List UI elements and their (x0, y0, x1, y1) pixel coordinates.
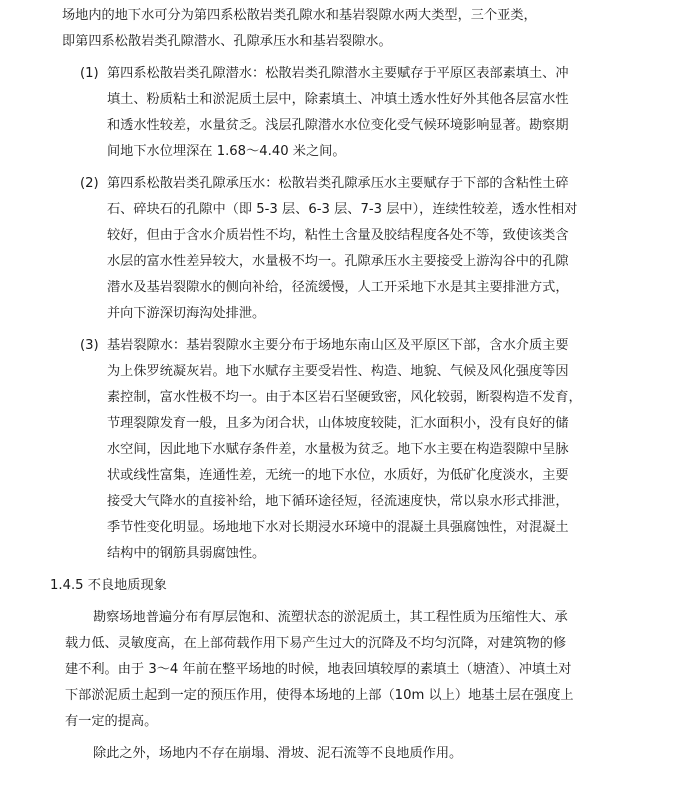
section-para-line: 载力低、灵敏度高，在上部荷载作用下易产生过大的沉降及不均匀沉降，对建筑物的修 (65, 636, 567, 651)
item-line: 和透水性较差，水量贫乏。浅层孔隙潜水水位变化受气候环境影响显著。勘察期 (107, 118, 569, 133)
item-number: (3) (80, 338, 99, 353)
section-para-line: 建不利。由于 3～4 年前在整平场地的时候，地表回填较厚的素填土（塘渣）、冲填土对 (65, 662, 572, 677)
item-line: 结构中的钢筋具弱腐蚀性。 (107, 546, 266, 561)
item-line: 潜水及基岩裂隙水的侧向补给，径流缓慢，人工开采地下水是其主要排泄方式， (107, 280, 569, 295)
item-line: 水空间，因此地下水赋存条件差，水量极为贫乏。地下水主要在构造裂隙中呈脉 (107, 442, 569, 457)
item-line: 第四系松散岩类孔隙潜水：松散岩类孔隙潜水主要赋存于平原区表部素填土、冲 (107, 66, 569, 81)
item-line: 较好，但由于含水介质岩性不均，粘性土含量及胶结程度各处不等，致使该类含 (107, 228, 569, 243)
item-line: 季节性变化明显。场地地下水对长期浸水环境中的混凝土具强腐蚀性，对混凝土 (107, 520, 569, 535)
item-line: 并向下游深切海沟处排泄。 (107, 306, 266, 321)
item-line: 石、碎块石的孔隙中（即 5-3 层、6-3 层、7-3 层中），连续性较差，透水性相对 (107, 202, 578, 217)
item-line: 状或线性富集，连通性差，无统一的地下水位，水质好，为低矿化度淡水，主要 (107, 468, 569, 483)
item-line: 为上侏罗统凝灰岩。地下水赋存主要受岩性、构造、地貌、气候及风化强度等因 (107, 364, 569, 379)
item-line: 水层的富水性差异较大，水量极不均一。孔隙承压水主要接受上游沟谷中的孔隙 (107, 254, 569, 269)
section-para-line: 下部淤泥质土起到一定的预压作用，使得本场地的上部（10m 以上）地基土层在强度上 (65, 688, 574, 703)
item-line: 填土、粉质粘土和淤泥质土层中，除素填土、冲填土透水性好外其他各层富水性 (107, 92, 569, 107)
item-line: 间地下水位埋深在 1.68～4.40 米之间。 (107, 144, 346, 159)
item-line: 素控制，富水性极不均一。由于本区岩石坚硬致密，风化较弱，断裂构造不发育， (107, 390, 582, 405)
item-number: (1) (80, 66, 99, 81)
item-line: 接受大气降水的直接补给，地下循环途径短，径流速度快，常以泉水形式排泄， (107, 494, 569, 509)
section-heading: 1.4.5 不良地质现象 (50, 578, 167, 593)
item-line: 基岩裂隙水：基岩裂隙水主要分布于场地东南山区及平原区下部，含水介质主要 (107, 338, 569, 353)
item-number: (2) (80, 176, 99, 191)
item-line: 第四系松散岩类孔隙承压水：松散岩类孔隙承压水主要赋存于下部的含粘性土碎 (107, 176, 569, 191)
section-para-line: 有一定的提高。 (65, 714, 158, 729)
intro-line: 即第四系松散岩类孔隙潜水、孔隙承压水和基岩裂隙水。 (62, 34, 392, 49)
intro-line: 场地内的地下水可分为第四系松散岩类孔隙水和基岩裂隙水两大类型，三个亚类， (62, 8, 537, 23)
section-para-line: 除此之外，场地内不存在崩塌、滑坡、泥石流等不良地质作用。 (93, 746, 463, 761)
item-line: 节理裂隙发育一般，且多为闭合状，山体坡度较陡，汇水面积小，没有良好的储 (107, 416, 569, 431)
section-para-line: 勘察场地普遍分布有厚层饱和、流塑状态的淤泥质土，其工程性质为压缩性大、承 (93, 610, 568, 625)
